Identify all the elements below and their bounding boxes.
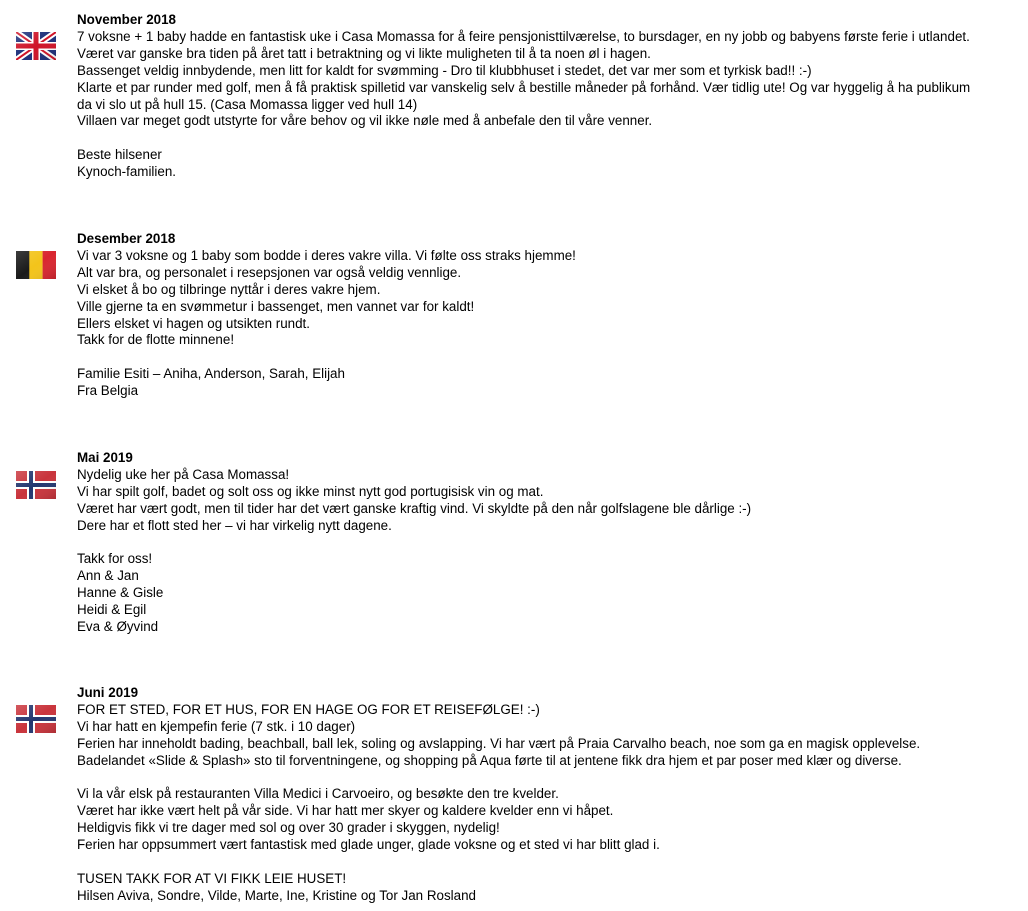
entry-line: Ville gjerne ta en svømmetur i bassenget, men vannet var for kaldt! <box>77 298 475 314</box>
entry-line: Alt var bra, og personalet i resepsjonen var også veldig vennlige. <box>77 264 462 280</box>
uk-flag-icon <box>16 32 56 60</box>
entry-signature: Kynoch-familien. <box>77 164 176 180</box>
entry-line: Villaen var meget godt utstyrte for våre behov og vil ikke nøle med å anbefale den til våre venner. <box>77 113 653 129</box>
belgium-flag-icon <box>16 251 56 279</box>
norway-flag-icon <box>16 705 56 733</box>
entry-signature: Beste hilsener <box>77 147 162 163</box>
entry-text <box>77 12 1022 181</box>
entry-text <box>77 450 1022 636</box>
entry-line: FOR ET STED, FOR ET HUS, FOR EN HAGE OG FOR ET REISEFØLGE! :-) <box>77 701 540 717</box>
entry-signature: TUSEN TAKK FOR AT VI FIKK LEIE HUSET! <box>77 870 347 886</box>
entry-line: Vi har spilt golf, badet og solt oss og ikke minst nytt god portugisisk vin og mat. <box>77 483 544 499</box>
entry-signature: Takk for oss! <box>77 551 153 567</box>
entry-line: Ellers elsket vi hagen og utsikten rundt. <box>77 315 310 331</box>
blank-line <box>77 535 1022 552</box>
entry-line: Vi har hatt en kjempefin ferie (7 stk. i 10 dager) <box>77 718 356 734</box>
entry-line: da vi slo ut på hull 15. (Casa Momassa ligger ved hull 14) <box>77 96 418 112</box>
entry-text <box>77 231 1022 400</box>
entry-line: Vi elsket å bo og tilbringe nyttår i deres vakre hjem. <box>77 281 381 297</box>
entry-signature: Hanne & Gisle <box>77 585 164 601</box>
entry-date: Desember 2018 <box>77 231 176 246</box>
entry-line: Heldigvis fikk vi tre dager med sol og over 30 grader i skyggen, nydelig! <box>77 820 500 836</box>
entry-signature: Heidi & Egil <box>77 602 147 618</box>
blank-line <box>77 130 1022 147</box>
entry-line: Været har vært godt, men til tider har det vært ganske kraftig vind. Vi skyldte på den når golfslagene ble dårlige :-) <box>77 500 752 516</box>
entry-signature: Familie Esiti – Aniha, Anderson, Sarah, Elijah <box>77 366 345 382</box>
entry-line: Badelandet «Slide & Splash» sto til forventningene, og shopping på Aqua førte til at jentene fikk dra hjem et par poser med klær og diverse. <box>77 752 902 768</box>
entry-date: November 2018 <box>77 12 176 27</box>
entry-line: Klarte et par runder med golf, men å få praktisk spilletid var vanskelig selv å bestille måneder på forhånd. Vær tidlig ute! Og var hyggelig å ha publikum <box>77 79 971 95</box>
entry-line: Været var ganske bra tiden på året tatt i betraktning og vi likte muligheten til å ta noen øl i hagen. <box>77 45 651 61</box>
entry-signature: Ann & Jan <box>77 568 139 584</box>
blank-line <box>77 854 1022 871</box>
entry-line: Vi la vår elsk på restauranten Villa Medici i Carvoeiro, og besøkte den tre kvelder. <box>77 786 559 802</box>
entry-line: Ferien har inneholdt bading, beachball, ball lek, soling og avslapping. Vi har vært på Praia Carvalho beach, noe som ga en magisk opplevelse. <box>77 735 921 751</box>
entry-date: Juni 2019 <box>77 685 139 700</box>
entry-line: Takk for de flotte minnene! <box>77 332 235 348</box>
entry-signature: Eva & Øyvind <box>77 619 159 635</box>
entry-line: Nydelig uke her på Casa Momassa! <box>77 466 290 482</box>
entry-line: Været har ikke vært helt på vår side. Vi har hatt mer skyer og kaldere kvelder enn vi håpet. <box>77 803 614 819</box>
entry-line: Bassenget veldig innbydende, men litt for kaldt for svømming - Dro til klubbhuset i stedet, det var mer som et tyrkisk bad!! :-) <box>77 62 812 78</box>
entry-line: 7 voksne + 1 baby hadde en fantastisk uke i Casa Momassa for å feire pensjonisttilværelse, to bursdager, en ny jobb og babyens første ferie i utlandet. <box>77 28 970 44</box>
entry-date: Mai 2019 <box>77 450 133 465</box>
entry-signature: Fra Belgia <box>77 383 139 399</box>
entry-signature: Hilsen Aviva, Sondre, Vilde, Marte, Ine, Kristine og Tor Jan Rosland <box>77 887 476 903</box>
entry-text <box>77 685 1022 905</box>
entry-line: Dere har et flott sted her – vi har virkelig nytt dagene. <box>77 517 392 533</box>
blank-line <box>77 770 1022 787</box>
entry-line: Ferien har oppsummert vært fantastisk med glade unger, glade voksne og et sted vi har blitt glad i. <box>77 837 660 853</box>
norway-flag-icon <box>16 471 56 499</box>
entry-line: Vi var 3 voksne og 1 baby som bodde i deres vakre villa. Vi følte oss straks hjemme! <box>77 247 576 263</box>
blank-line <box>77 349 1022 366</box>
